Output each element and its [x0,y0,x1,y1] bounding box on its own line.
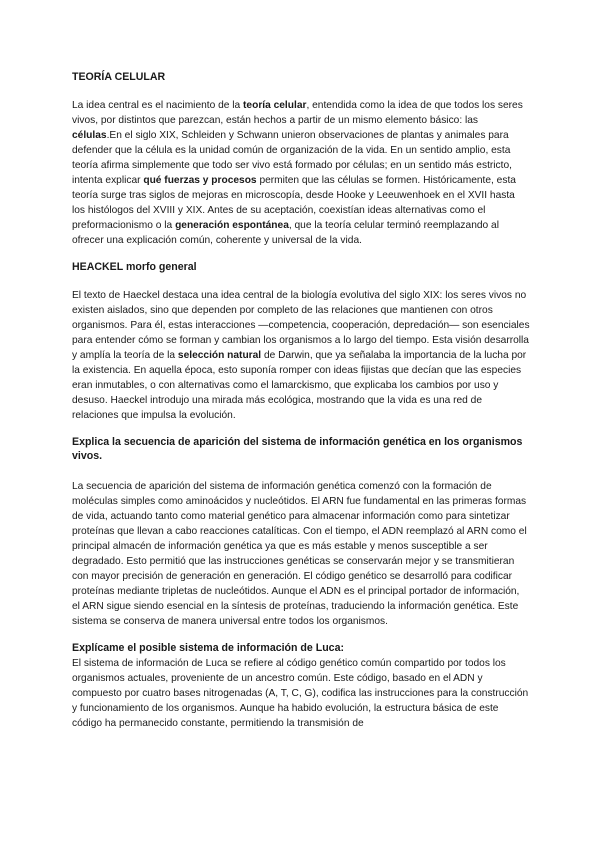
text-run: , que la teoría celular terminó reemplazando al ofrecer una explicación común, coherente y universal de la vida. [72,220,499,246]
bold-term: selección natural [177,350,262,361]
text-run: El sistema de información de Luca se refiere al código genético común compartido por todos los organismos actuales, proveniente de un ancestro común. Este código, basado en el ADN y compuesto por cuatro bases nitrogenadas (A, T, C, G), codifica las instrucciones para la construcción y funcionamiento de los organismos. Aunque ha habido evolución, la estructura básica de este código ha permanecido constante, permitiendo la transmisión de [72,658,529,729]
paragraph-teoria-celular [72,98,530,248]
bold-term: células [72,130,107,141]
bold-term: generación espontánea [175,220,289,231]
text-run: La idea central es el nacimiento de la [72,100,244,111]
text-run: , entendida como la idea de que todos los seres vivos, por distintos que parezcan, están hechos a partir de un mismo elemento básico: las [72,100,523,126]
paragraph-haeckel [72,288,530,423]
section-heading-genetic-info: Explica la secuencia de aparición del sistema de información genética en los organismos vivos. [72,436,523,462]
text-run: permiten que las células se formen. Históricamente, esta teoría surge tras siglos de mejoras en microscopía, desde Hooke y Leeuwenhoek en el XVII hasta los histólogos del XVIII y XIX. Antes de su aceptación, coexistían ideas alternativas como el preformacionismo o la [72,175,516,231]
bold-term: teoría celular [243,100,307,111]
section-heading-luca: Explícame el posible sistema de información de Luca: [72,642,344,654]
section-heading-haeckel: HEACKEL morfo general [72,261,197,273]
paragraph-luca [72,656,530,731]
section-heading-teoria-celular: TEORÍA CELULAR [72,71,166,83]
text-run: .En el siglo XIX, Schleiden y Schwann unieron observaciones de plantas y animales para defender que la célula es la unidad común de organización de la vida. En un sentido amplio, esta teoría afirma simplemente que todo ser vivo está formado por células; en un sentido más estricto, intenta explicar [72,130,512,186]
text-run: La secuencia de aparición del sistema de información genética comenzó con la formación de moléculas simples como aminoácidos y nucleótidos. El ARN fue fundamental en las primeras formas de vida, actuando tanto como material genético para almacenar información como para sintetizar proteínas que llevan a cabo reacciones catalíticas. Con el tiempo, el ADN reemplazó al ARN como el principal almacén de información genética ya que es más estable y menos susceptible a ser degradado. Esto permitió que las instrucciones genéticas se conservarán mejor y se transmitieran con mayor precisión de generación en generación. El código genético se desarrolló para codificar proteínas mediante tripletas de nucleótidos. Aunque el ADN es el principal portador de información, el ARN sigue siendo esencial en la síntesis de proteínas, traduciendo la información genética. Este sistema se conserva de manera universal entre todos los organismos. [72,481,527,627]
text-run: El texto de Haeckel destaca una idea central de la biología evolutiva del siglo XIX: los seres vivos no existen aislados, sino que dependen por completo de las relaciones que mantienen con otros organismos. Para él, estas interacciones —competencia, cooperación, depredación— son esenciales para entender cómo se forman y cambian los organismos a lo largo del tiempo. Esta visión desarrolla y amplía la teoría de la [72,290,530,361]
paragraph-genetic-info [72,479,530,629]
bold-term: qué fuerzas y procesos [143,175,257,186]
text-run: de Darwin, que ya señalaba la importancia de la lucha por la existencia. En aquella época, esto suponía romper con ideas fijistas que decían que las especies eran inmutables, o con alternativas como el lamarckismo, que explicaba los cambios por uso y desuso. Haeckel introdujo una mirada más ecológica, mostrando que la vida es una red de relaciones que impulsa la evolución. [72,350,527,421]
